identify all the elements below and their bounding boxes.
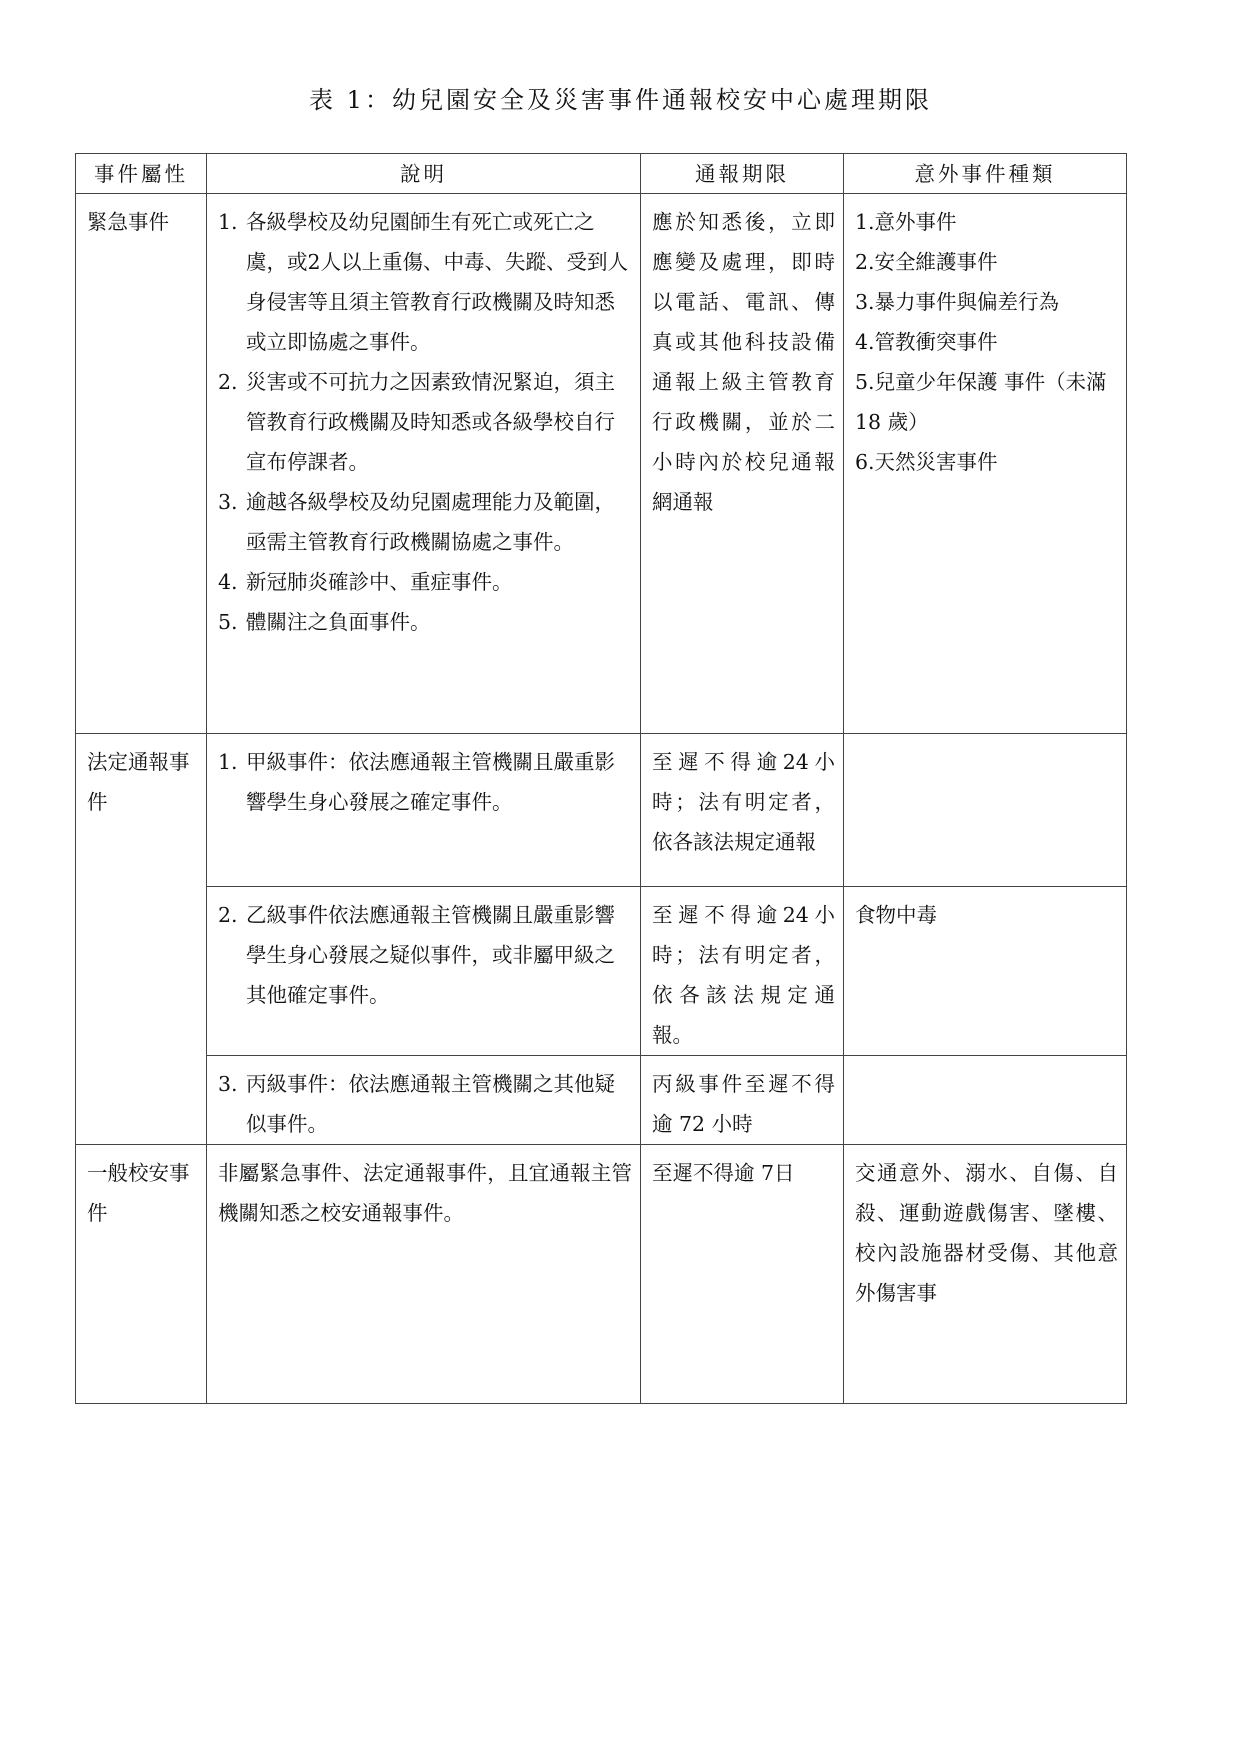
cell-emergency-attribute: 緊急事件	[76, 194, 207, 734]
table-header-row	[76, 154, 1127, 194]
deadline-table	[75, 153, 1127, 1404]
header-incident-types: 意外事件種類	[844, 154, 1127, 194]
list-item: 5.兒童少年保護 事件（未滿18 歲）	[855, 370, 1107, 434]
list-item: 3.暴力事件與偏差行為	[855, 290, 1060, 314]
cell-general-attribute: 一般校安事件	[76, 1145, 207, 1404]
list-item: 5. 體關注之負面事件。	[218, 610, 431, 634]
cell-legal-b-types: 食物中毒	[844, 887, 1127, 1056]
cell-general-deadline: 至遲不得逾 7日	[641, 1145, 844, 1404]
table-row-legal-c	[76, 1056, 1127, 1145]
list-item: 3. 逾越各級學校及幼兒園處理能力及範圍，亟需主管教育行政機關協處之事件。	[218, 490, 615, 554]
list-item: 1. 各級學校及幼兒園師生有死亡或死亡之虞，或2人以上重傷、中毒、失蹤、受到人身侵害等且須主管教育行政機關及時知悉或立即協處之事件。	[218, 210, 629, 354]
cell-legal-b-description: 2. 乙級事件依法應通報主管機關且嚴重影響學生身心發展之疑似事件，或非屬甲級之其他確定事件。	[207, 887, 641, 1056]
cell-legal-b-deadline: 至遲不得逾24小時；法有明定者，依各該法規定通報。	[641, 887, 844, 1056]
list-item: 6.天然災害事件	[855, 450, 998, 474]
list-item: 4. 新冠肺炎確診中、重症事件。	[218, 570, 513, 594]
cell-general-types: 交通意外、溺水、自傷、自殺、運動遊戲傷害、墜樓、校內設施器材受傷、其他意外傷害事	[844, 1145, 1127, 1404]
table-row-legal-b	[76, 887, 1127, 1056]
cell-legal-c-description: 3. 丙級事件：依法應通報主管機關之其他疑似事件。	[207, 1056, 641, 1145]
table-row-emergency	[76, 194, 1127, 734]
cell-legal-a-deadline: 至遲不得逾24小時；法有明定者，依各該法規定通報	[641, 734, 844, 887]
table-row-legal-a	[76, 734, 1127, 887]
cell-emergency-types	[844, 194, 1127, 734]
table-row-general	[76, 1145, 1127, 1404]
page-title: 表 1：幼兒園安全及災害事件通報校安中心處理期限	[309, 86, 932, 114]
header-deadline: 通報期限	[641, 154, 844, 194]
header-attribute: 事件屬性	[76, 154, 207, 194]
cell-emergency-description	[207, 194, 641, 734]
cell-legal-a-description: 1. 甲級事件：依法應通報主管機關且嚴重影響學生身心發展之確定事件。	[207, 734, 641, 887]
list-item: 1.意外事件	[855, 210, 957, 234]
cell-legal-a-types	[844, 734, 1127, 887]
cell-legal-c-types	[844, 1056, 1127, 1145]
cell-legal-attribute: 法定通報事件	[76, 734, 207, 1145]
cell-legal-c-deadline: 丙級事件至遲不得逾 72 小時	[641, 1056, 844, 1145]
list-item: 2. 災害或不可抗力之因素致情況緊迫，須主管教育行政機關及時知悉或各級學校自行宣布停課者。	[218, 370, 615, 474]
list-item: 2.安全維護事件	[855, 250, 998, 274]
cell-general-description: 非屬緊急事件、法定通報事件，且宜通報主管機關知悉之校安通報事件。	[207, 1145, 641, 1404]
header-description: 說明	[207, 154, 641, 194]
list-item: 4.管教衝突事件	[855, 330, 998, 354]
cell-emergency-deadline: 應於知悉後，立即應變及處理，即時以電話、電訊、傳真或其他科技設備通報上級主管教育行政機關，並於二小時內於校兒通報網通報	[641, 194, 844, 734]
